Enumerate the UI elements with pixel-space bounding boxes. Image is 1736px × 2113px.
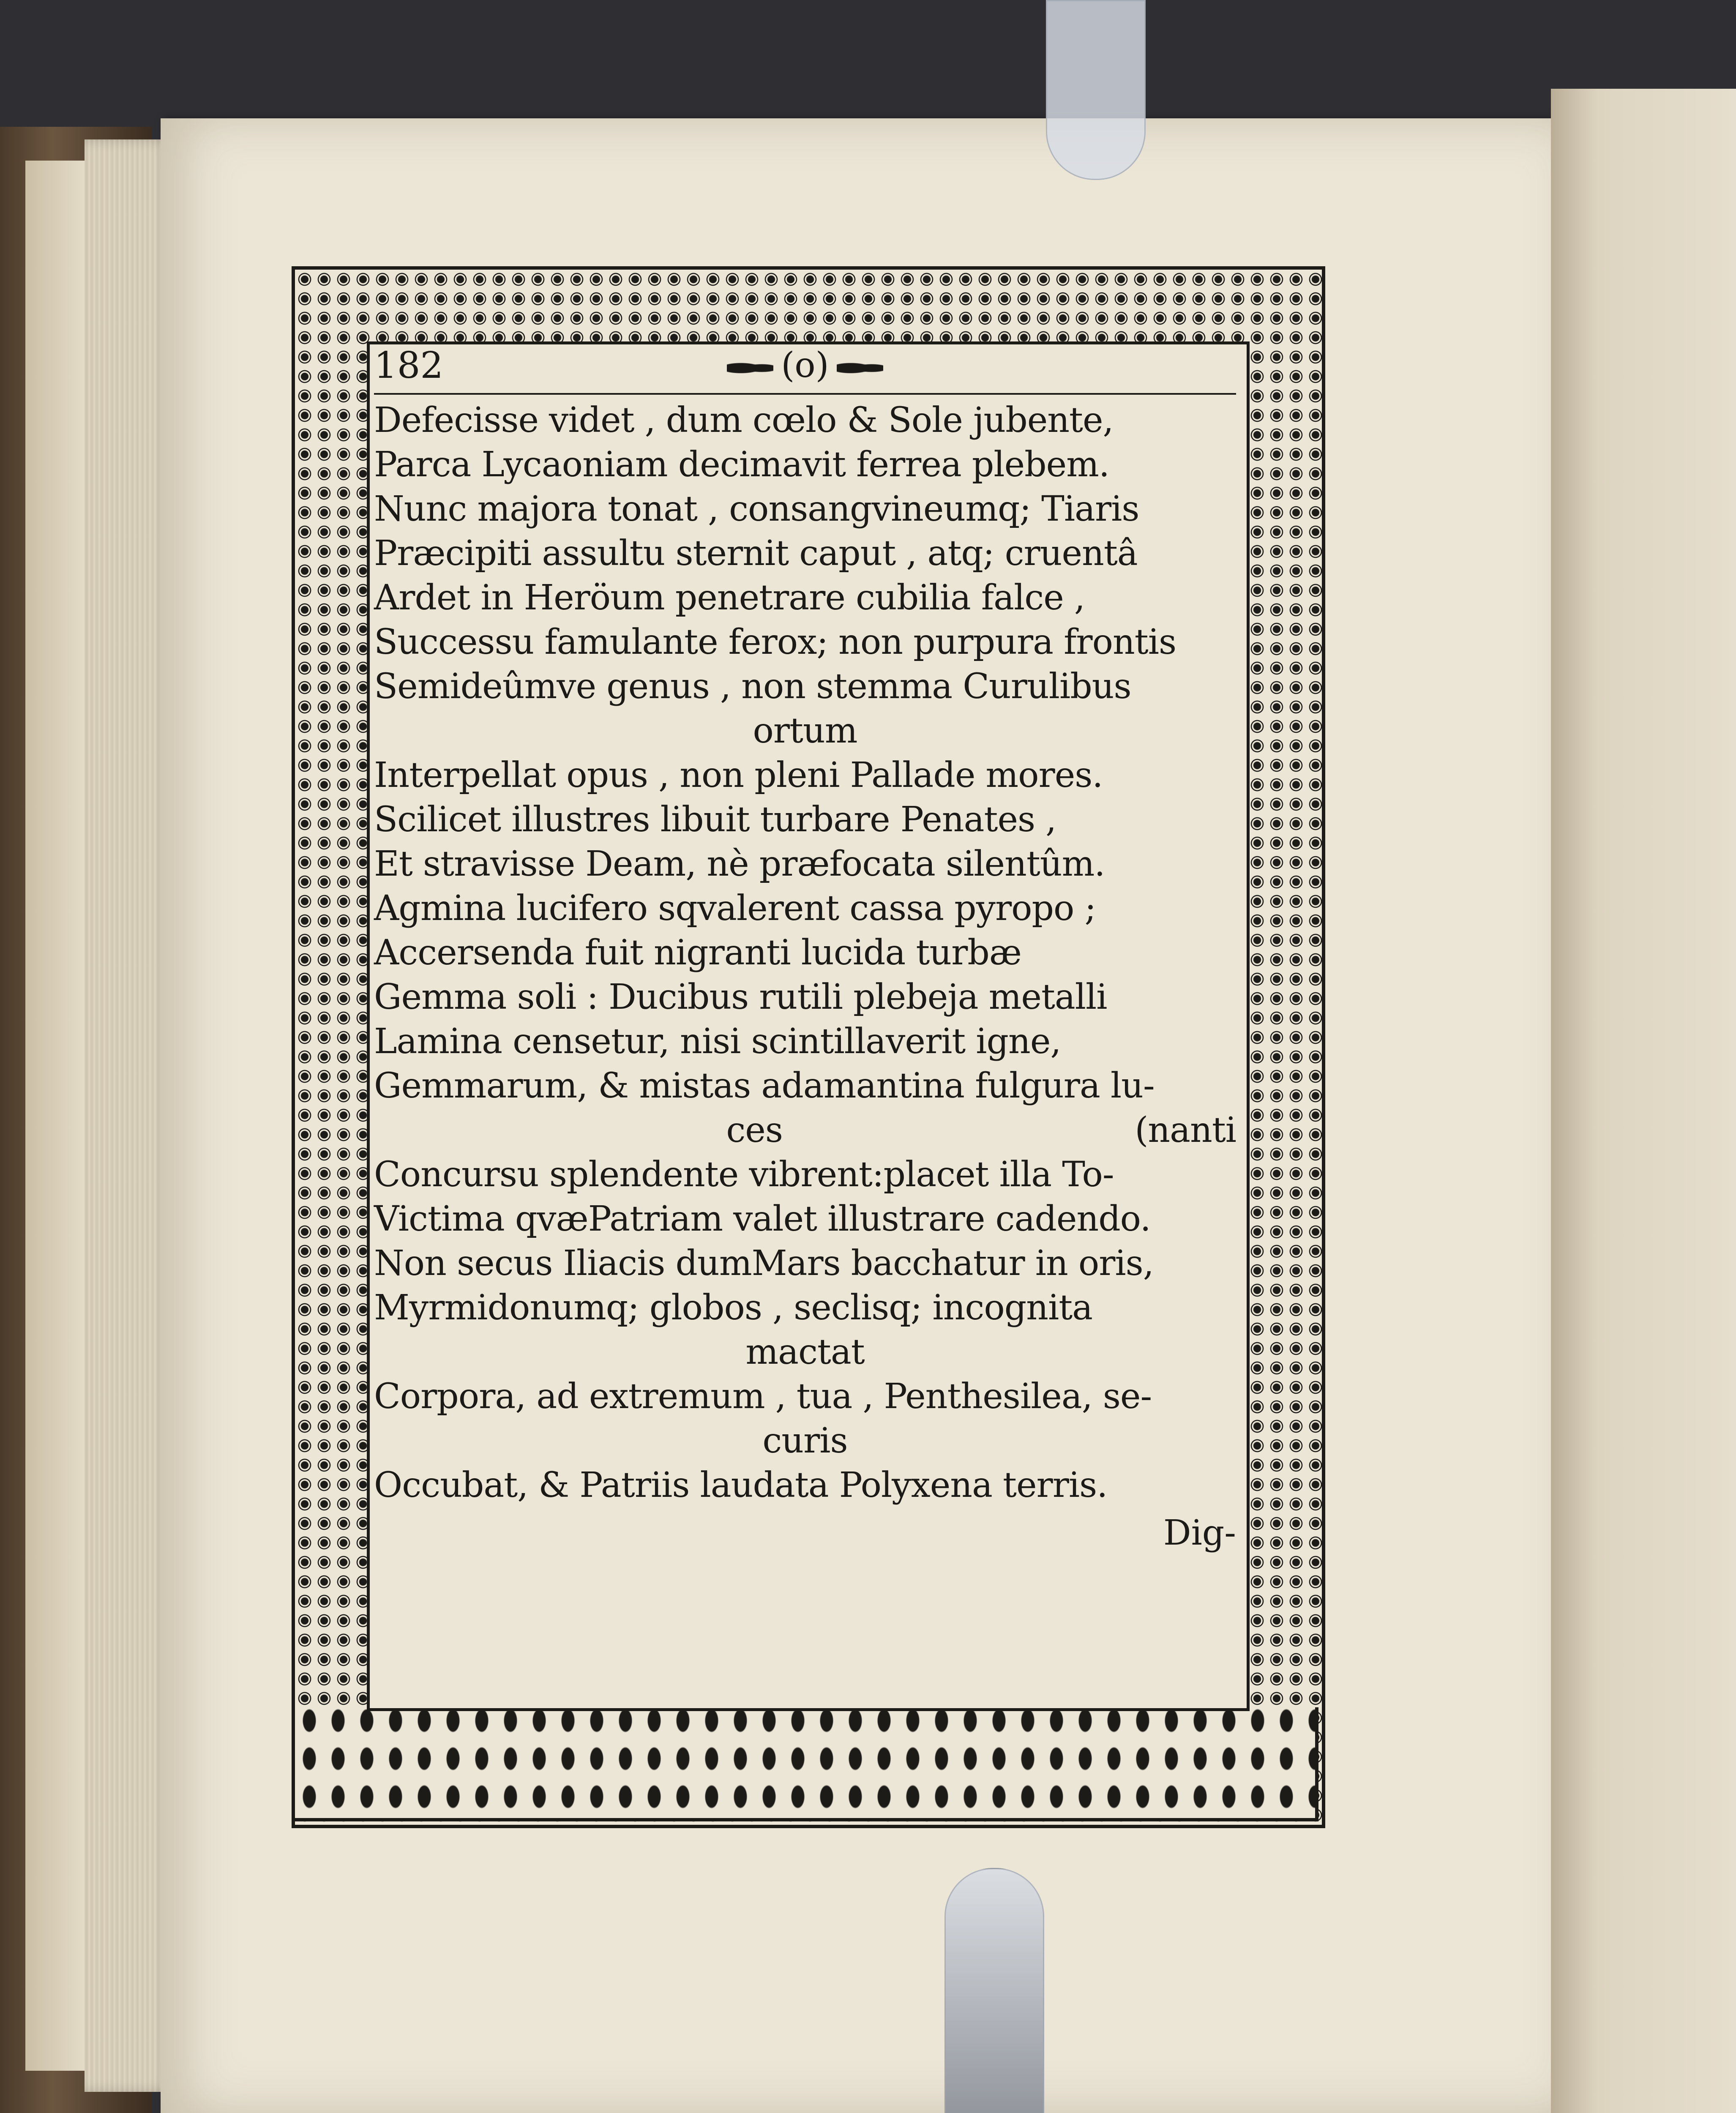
verse-line: Et stravisse Deam, nè præfocata silentûm. [374, 844, 1105, 884]
verse-line-turnover: ortum [753, 711, 857, 751]
running-head [374, 344, 1236, 387]
verse-line: Ardet in Heröum penetrare cubilia falce , [374, 578, 1085, 618]
page-header [374, 342, 1236, 395]
verse-line: Accersenda fuit nigranti lucida turbæ [374, 933, 1021, 973]
page-text [374, 342, 1236, 1703]
verse-line: Præcipiti assultu sternit caput , atq; cruentâ [374, 533, 1138, 573]
running-head-text: (o) [781, 345, 829, 385]
verse-body [374, 398, 1236, 1507]
verse-line: Occubat, & Patriis laudata Polyxena terris. [374, 1465, 1108, 1505]
verse-line: Lamina censetur, nisi scintillaverit igne, [374, 1021, 1061, 1062]
verse-line: Corpora, ad extremum , tua , Penthesilea, se- [374, 1376, 1152, 1417]
right-page-edge [1551, 89, 1736, 2113]
verse-line: Semideûmve genus , non stemma Curulibus [374, 666, 1131, 707]
catchword: Dig- [1163, 1513, 1236, 1553]
verse-line-turnover-row [374, 1108, 1236, 1152]
verse-line-turnover: curis [762, 1421, 848, 1461]
verse-line: Successu famulante ferox; non purpura frontis [374, 622, 1176, 662]
verse-line: Non secus Iliacis dumMars bacchatur in oris, [374, 1243, 1154, 1283]
verse-line: Parca Lycaoniam decimavit ferrea plebem. [374, 445, 1109, 485]
fleuron-right-icon [837, 360, 883, 377]
fleuron-left-icon [727, 360, 773, 377]
verse-line-turnover: mactat [745, 1332, 865, 1372]
verse-line-turnover: (nanti [1135, 1110, 1236, 1150]
verse-line: Scilicet illustres libuit turbare Penates , [374, 800, 1056, 840]
verse-line: Myrmidonumq; globos , seclisq; incognita [374, 1288, 1093, 1328]
verse-line: Victima qvæPatriam valet illustrare cadendo. [374, 1199, 1151, 1239]
verse-line-turnover: ces [726, 1110, 783, 1150]
book-strap-bottom [944, 1868, 1044, 2113]
book-strap-top [1046, 0, 1146, 180]
verse-line: Gemma soli : Ducibus rutili plebeja metalli [374, 977, 1107, 1017]
verse-line: Agmina lucifero sqvalerent cassa pyropo ; [374, 888, 1096, 928]
verse-line: Interpellat opus , non pleni Pallade mores. [374, 755, 1103, 795]
verse-line: Gemmarum, & mistas adamantina fulgura lu- [374, 1066, 1155, 1106]
page-number: 182 [374, 344, 444, 387]
verse-line: Nunc majora tonat , consangvineumq; Tiaris [374, 489, 1139, 529]
ornamental-border-bottom [292, 1707, 1318, 1821]
verse-line: Concursu splendente vibrent:placet illa To- [374, 1155, 1114, 1195]
verse-line: Defecisse videt , dum cœlo & Sole jubente, [374, 400, 1114, 440]
